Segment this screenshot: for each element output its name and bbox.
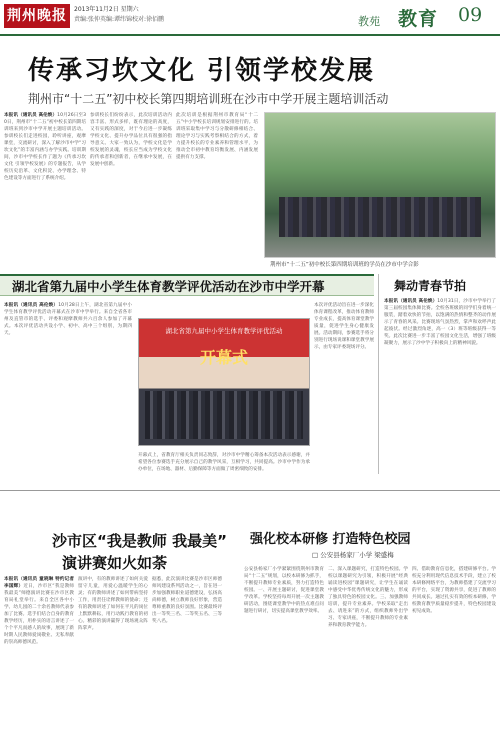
article1-subheadline: 荆州市“十二五”初中校长第四期培训班在沙市中学开展主题培训活动	[28, 92, 389, 106]
article5-text-3: 四、借助教育信息化，搭建研修平台。学校充分利用现代信息技术手段，建立了校本研修网络平台，为教师搭建了交流学习的平台，实现了资源共享，促进了教师的共同成长。通过扎实有效的校本研修，学校教育教学质量稳步提升，特色校园建设初见成效。	[412, 567, 496, 614]
article4-column-2	[78, 576, 148, 726]
editors-line: 责编:张仲英编:谭纬锦校对:徐佰鹏	[74, 16, 165, 23]
article2-text-2: 开幕式上，省教育厅相关负责同志致辞，对沙市中学精心筹备本次活动表示感谢，并希望各位参赛选手充分展示自己的教学风采，互相学习，共同提高。沙市中学作为承办单位，在场地、器材、后勤保障等方面做了周密细致的安排。	[138, 453, 310, 472]
photo-people	[279, 197, 481, 237]
article1-column-1	[4, 112, 86, 270]
article5-text-1: 公安县杨家厂小学紧紧围绕荆州市教育局“十二五”规划，以校本研修为抓手，不断提升教师专业素质，努力打造特色校园。一、开展主题研讨，促进课堂教学改革。学校坚持每周开展一次主题教研活动，围绕课堂教学中的热点难点问题进行研讨，切实提高课堂教学效率。	[244, 567, 324, 614]
article3-column	[384, 298, 496, 474]
article5-headline: 强化校本研修 打造特色校园	[250, 532, 411, 547]
photo-caption: 荆州市“十二五”初中校长第四期培训班的学员在沙市中学合影	[270, 262, 419, 268]
article1-text-2: 参训校长们纷纷表示，此次培训活动内容丰富、形式多样，既有理论的高度，又有实践的深度，对于今后进一步凝练学校文化、提升办学品位具有很强的指导意义。大家一致认为，学校文化是学校发展的灵魂，校长应当成为学校文化的传承者和创新者，在继承中发展，在发展中创新。	[90, 113, 172, 167]
article2-column-2	[138, 452, 310, 474]
article1-headline: 传承习坎文化 引领学校发展	[28, 56, 376, 86]
section-label-big: 教育	[398, 8, 439, 30]
article2-column-3	[314, 302, 374, 472]
opening-ceremony-photo	[138, 318, 310, 446]
masthead-info	[74, 5, 164, 25]
article4-byline: 本报讯（通讯员 童晓琳 特约记者 李国辉）	[4, 577, 74, 589]
article1-text-3: 此次培训是根据荆州市教育局“十二五”中小学校长培训规划安排进行的。培训班采取集中学习与分散研修相结合、理论学习与实践考察相结合的方式，着力提升校长的专业素养和管理水平，为推动全市初中教育均衡发展、内涵发展提供有力支撑。	[176, 113, 258, 160]
newspaper-logo: 荆州晚报	[4, 4, 70, 28]
article5-column-1	[244, 566, 324, 726]
article2-text-3: 本次评优活动旨在进一步深化体育课程改革，推动体育教师专业成长，提高体育课堂教学质量，促进学生身心健康发展。活动期间，参赛选手将分别进行现场说课和课堂教学展示，由专家评委现场评分。	[314, 303, 374, 350]
photo-banner-kaimu: 开幕式	[199, 348, 248, 367]
section-label-small: 教苑	[358, 15, 380, 28]
article1-column-3	[176, 112, 258, 270]
article5-text-2: 二、深入课题研究，打造特色校园。学校以课题研究为引领，积极开展“经典诵读进校园”课题研究，让学生在诵读中感受中华优秀传统文化的魅力，形成了独具特色的校园文化。三、加强教师培训，提升专业素养。学校采取“走出去、请进来”的方式，组织教师外出学习、专家讲座，不断提升教师的专业素养和教育教学能力。	[328, 567, 408, 628]
article4-text-3: 据悉，此次演讲比赛是沙市区师德师风建设系列活动之一，旨在进一步加强教师职业道德建设，弘扬高尚师德，树立教师良好形象，营造尊师重教的良好氛围。比赛最终评出一等奖三名、二等奖五名、三等奖八名。	[152, 577, 222, 624]
article5-byline: □ 公安县杨家厂小学 梁盛梅	[312, 551, 394, 559]
article1-text-1: 10月26日至30日，荆州市“十二五”初中校长第四期培训班来到沙市中学开展主题培训活动。参训校长们走进校园，聆听讲座，观摩课堂，交流研讨，深入了解沙市中学“习坎文化”的丰富内涵与办学实践。培训期间，沙市中学校长作了题为《传承习坎文化 引领学校发展》的专题报告，从学校历史沿革、文化积淀、办学理念、特色建设等方面进行了系统介绍。	[4, 113, 86, 181]
photo-banner-title: 湖北省第九届中小学生体育教学评优活动	[165, 327, 283, 335]
article2-column-1	[4, 302, 132, 472]
column-divider	[378, 274, 379, 474]
article1-byline: 本报讯（通讯员 高伦焕）	[4, 113, 58, 118]
article2-text-1: 10月28日上午，湖北省第九届中小学生体育教学评优活动开幕式在沙市中学举行。来自全省各市州及直管市的选手、评委和观摩教师共六百余人参加了开幕式。本次评优活动共设小学、初中、高中三个组别，为期四天。	[4, 303, 132, 336]
article3-text: 10月31日，沙市中学举行了第三届校园集体舞比赛。全校各班级的同学们身着统一服装，踏着欢快的节拍，以饱满的热情和整齐的动作展示了青春的风采。比赛现场气氛热烈，掌声和欢呼声此起彼伏。经过激烈角逐，高一（3）班等班级获得一等奖。此次比赛进一步丰富了校园文化生活，增强了班级凝聚力，展示了沙中学子积极向上的精神风貌。	[384, 299, 496, 346]
article4-column-3	[152, 576, 222, 726]
article4-text-1: 近日，沙市区“我是教师 我最美”师德演讲比赛在沙市区教育局礼堂举行。来自全区各中小学、幼儿园的二十余名教师代表参加了比赛。选手们结合自身的教育教学经历，用朴实的语言讲述了一个个平凡而感人的故事，展现了新时期人民教师爱岗敬业、无私奉献的崇高师德风范。	[4, 584, 74, 645]
article5-column-2	[328, 566, 408, 726]
issue-date: 2013年11月2日 星期六	[74, 6, 139, 13]
photo-audience	[145, 391, 303, 439]
section-divider	[0, 490, 500, 491]
article1-column-2	[90, 112, 172, 270]
article5-column-3	[412, 566, 496, 726]
article2-byline: 本报讯（通讯员 高伦焕）	[4, 303, 59, 308]
group-photo	[264, 112, 496, 258]
article4-column-1	[4, 576, 74, 726]
page-number: 09	[458, 4, 483, 26]
masthead	[0, 0, 500, 36]
article2-headline: 湖北省第九届中小学生体育教学评优活动在沙市中学开幕	[12, 279, 325, 294]
article3-headline: 舞动青春节拍	[394, 279, 467, 293]
article4-text-2: 演讲中，有的教师讲述了如何关爱留守儿童，用爱心温暖学生的心灵；有的教师讲述了如何带病坚持工作，用责任诠释教师的使命；还有的教师讲述了如何在平凡的岗位上默默耕耘，用行动践行教育的初心。精彩的演讲赢得了现场观众阵阵掌声。	[78, 577, 148, 631]
article3-byline: 本报讯（通讯员 高伦焕）	[384, 299, 438, 304]
article4-headline-line2: 演讲赛如火如荼	[62, 554, 168, 572]
article4-headline-line1: 沙市区“我是教师 我最美”	[52, 532, 227, 550]
